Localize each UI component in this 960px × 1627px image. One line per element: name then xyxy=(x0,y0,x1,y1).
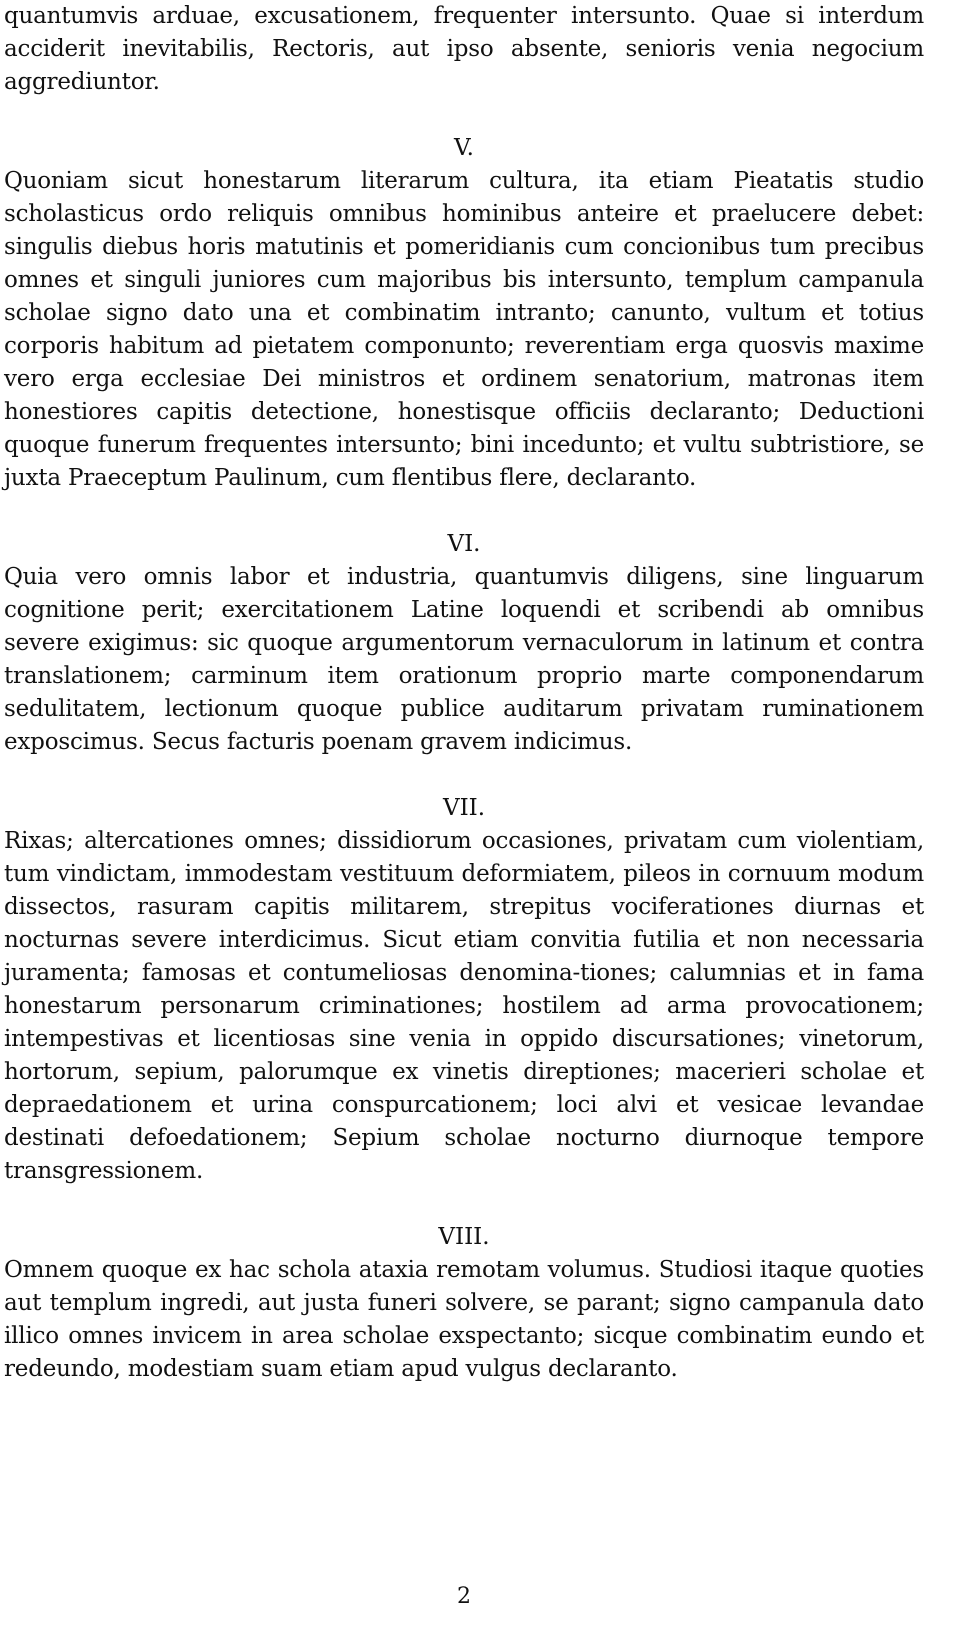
section-paragraph: Quia vero omnis labor et industria, quantumvis diligens, sine linguarum cognitione perit; exercitationem Latine loquendi et scribendi ab omnibus severe exigimus: sic quoque argumentorum vernaculorum in latinum et contra translationem; carminum item orationum proprio marte componendarum sedulitatem, lectionum quoque publice auditarum privatam ruminationem exposcimus. Secus facturis poenam gravem indicimus. xyxy=(4,564,924,755)
section-paragraph: Omnem quoque ex hac schola ataxia remotam volumus. Studiosi itaque quoties aut templum ingredi, aut justa funeri solvere, se parant; signo campanula dato illico omnes invicem in area scholae exspectanto; sicque combinatim eundo et redeundo, modestiam suam etiam apud vulgus declaranto. xyxy=(4,1257,924,1382)
page-number: 2 xyxy=(457,1584,471,1609)
section-paragraph: Rixas; altercationes omnes; dissidiorum occasiones, privatam cum violentiam, tum vindictam, immodestam vestituum deformiatem, pileos in cornuum modum dissectos, rasuram capitis militarem, strepitus vociferationes diurnas et nocturnas severe interdicimus. Sicut etiam convitia futilia et non necessaria juramenta; famosas et contumeliosas denomina-tiones; calumnias et in fama honestarum personarum criminationes; hostilem ad arma provocationem; intempestivas et licentiosas sine venia in oppido discursationes; vinetorum, hortorum, sepium, palorumque ex vinetis direptiones; macerieri scholae et depraedationem et urina conspurcationem; loci alvi et vesicae levandae destinati defoedationem; Sepium scholae nocturno diurnoque tempore transgressionem. xyxy=(4,828,924,1184)
section-heading: VI. xyxy=(447,531,481,557)
section-paragraph: Quoniam sicut honestarum literarum cultura, ita etiam Pieatatis studio scholasticus ordo reliquis omnibus hominibus anteire et praelucere debet: singulis diebus horis matutinis et pomeridianis cum concionibus tum precibus omnes et singuli juniores cum majoribus bis intersunto, templum campanula scholae signo dato una et combinatim intranto; canunto, vultum et totius corporis habitum ad pietatem componunto; reverentiam erga quosvis maxime vero erga ecclesiae Dei ministros et ordinem senatorium, matronas item honestiores capitis detectione, honestisque officiis declaranto; Deductioni quoque funerum frequentes intersunto; bini incedunto; et vultu subtristiore, se juxta Praeceptum Paulinum, cum flentibus flere, declaranto. xyxy=(4,168,924,491)
section-vii xyxy=(4,792,924,1188)
spacer xyxy=(4,1188,924,1221)
section-heading: VII. xyxy=(442,795,486,821)
section-vi xyxy=(4,528,924,759)
section-heading: V. xyxy=(454,135,474,161)
section-heading: VIII. xyxy=(438,1224,490,1250)
intro-paragraph: quantumvis arduae, excusationem, frequenter intersunto. Quae si interdum acciderit inevitabilis, Rectoris, aut ipso absente, senioris venia negocium aggrediuntor. xyxy=(4,3,924,95)
spacer xyxy=(4,99,924,132)
spacer xyxy=(4,759,924,792)
spacer xyxy=(4,495,924,528)
document-page xyxy=(4,0,924,1386)
section-v xyxy=(4,132,924,495)
section-viii xyxy=(4,1221,924,1386)
